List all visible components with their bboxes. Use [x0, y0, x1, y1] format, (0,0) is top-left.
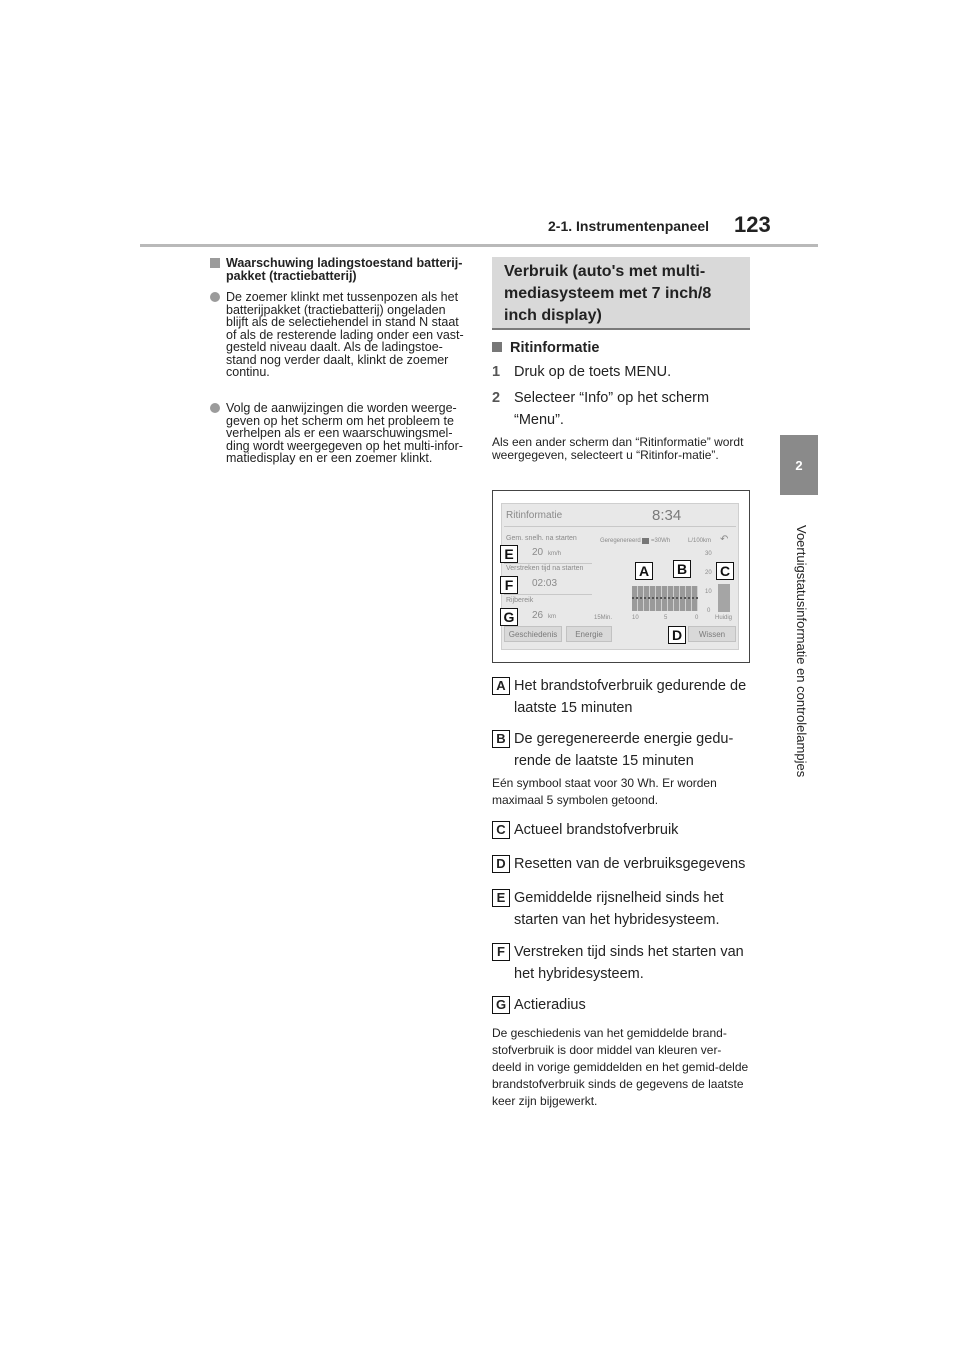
elapsed-label: Verstreken tijd na starten — [506, 565, 584, 572]
y-tick-label: 0 — [707, 608, 711, 614]
warning-heading-text: Waarschuwing ladingstoestand batterij-pakket (tractiebatterij) — [226, 256, 463, 283]
current-consumption-bar — [718, 584, 730, 612]
x-tick-label: 15Min. — [594, 615, 613, 621]
x-tick-label: 10 — [632, 615, 639, 621]
regen-symbol-row — [632, 597, 698, 599]
list-item-text: De zoemer klinkt met tussenpozen als het batterijpakket (tractiebatterij) ongeladen blijft als de selectiehendel in stand N staat of als de resterende lading onder een vast-gesteld niveau daalt. Als de ladingstoe-stand nog verder daalt, klinkt de zoemer continu. — [226, 290, 464, 379]
history-button[interactable]: Geschiedenis — [504, 626, 562, 642]
chapter-tab — [780, 435, 818, 495]
legend-text: Actueel brandstofverbruik — [514, 822, 679, 838]
header-divider — [140, 244, 818, 247]
legend-item — [492, 994, 754, 1016]
x-tick-label: 5 — [664, 615, 668, 621]
note-text: Eén symbool staat voor 30 Wh. Er worden maximaal 5 symbolen getoond. — [492, 776, 717, 807]
step-item — [492, 361, 754, 383]
legend-item — [492, 819, 754, 841]
square-bullet-icon — [210, 257, 220, 271]
legend-text: Verstreken tijd sinds het starten van het hybridesysteem. — [514, 944, 744, 982]
legend-letter: B — [492, 730, 510, 748]
list-item — [210, 402, 468, 465]
callout-label: F — [500, 576, 518, 594]
screen-divider — [504, 526, 736, 527]
x-tick-label: Huidig — [715, 615, 733, 621]
step-text: Druk op de toets MENU. — [514, 364, 672, 380]
page-number: 123 — [734, 212, 771, 237]
round-bullet-icon — [210, 402, 220, 416]
clear-button[interactable]: Wissen — [688, 626, 736, 642]
avg-speed-value: 20 — [532, 547, 544, 558]
range-value: 26 — [532, 610, 544, 621]
legend-item — [492, 887, 754, 931]
step-number: 1 — [492, 364, 501, 380]
callout-label: C — [716, 562, 734, 580]
section-title: 2-1. Instrumentenpaneel — [548, 218, 710, 234]
callout-label: E — [500, 545, 518, 563]
range-unit: km — [548, 614, 556, 620]
legend-text: Het brandstofverbruik gedurende de laatste 15 minuten — [514, 678, 747, 716]
avg-speed-label: Gem. snelh. na starten — [506, 535, 577, 542]
screen-divider — [504, 563, 592, 564]
legend-text: Resetten van de verbruiksgegevens — [514, 856, 746, 872]
note-text: Als een ander scherm dan “Ritinformatie” wordt weergegeven, selecteert u “Ritinfor-matie”. — [492, 435, 744, 462]
callout-label: B — [673, 560, 691, 578]
regen-value: =30Wh — [651, 538, 671, 544]
avg-speed-unit: km/h — [548, 551, 562, 557]
legend-item — [492, 728, 754, 772]
legend-text: Gemiddelde rijsnelheid sinds het starten van het hybridesysteem. — [514, 890, 724, 928]
legend-item — [492, 941, 754, 985]
legend-letter: F — [492, 943, 510, 961]
legend-letter: A — [492, 677, 510, 695]
step-text: Selecteer “Info” op het scherm “Menu”. — [514, 390, 710, 428]
elapsed-value: 02:03 — [532, 578, 558, 589]
subheading-text: Ritinformatie — [510, 340, 600, 356]
legend-letter: D — [492, 855, 510, 873]
regen-label: Geregenereerd — [600, 538, 641, 544]
regen-symbol-icon — [642, 538, 649, 544]
chapter-number: 2 — [795, 457, 803, 473]
return-arrow-icon[interactable]: ↶ — [720, 534, 729, 545]
section-heading-box — [492, 257, 750, 330]
list-item — [210, 291, 468, 379]
subheading — [492, 337, 754, 359]
screen-clock: 8:34 — [652, 507, 682, 524]
legend-item — [492, 853, 754, 875]
legend-item — [492, 675, 754, 719]
x-tick-label: 0 — [695, 615, 699, 621]
warning-heading — [210, 257, 468, 282]
callout-label: A — [635, 562, 653, 580]
legend-text: De geregenereerde energie gedu-rende de laatste 15 minuten — [514, 731, 734, 769]
y-tick-label: 20 — [705, 570, 712, 576]
energy-button[interactable]: Energie — [566, 626, 612, 642]
note-text: De geschiedenis van het gemiddelde brand-stofverbruik is door middel van kleuren ver-deeld in vorige gemiddelden en het gemid-delde brandstofverbruik sinds de gegevens de laatste keer zijn bijgewerkt. — [492, 1026, 749, 1108]
step-number: 2 — [492, 390, 501, 406]
legend-text: Actieradius — [514, 997, 586, 1013]
round-bullet-icon — [210, 291, 220, 305]
legend-letter: E — [492, 889, 510, 907]
legend-letter: C — [492, 821, 510, 839]
consumption-unit: L/100km — [688, 538, 712, 544]
callout-label: G — [500, 608, 518, 626]
screen-title: Ritinformatie — [506, 510, 563, 521]
y-tick-label: 30 — [705, 551, 712, 557]
trip-info-screen — [501, 503, 739, 650]
step-item — [492, 387, 754, 431]
y-tick-label: 10 — [705, 589, 712, 595]
range-label: Rijbereik — [506, 597, 534, 604]
chapter-title: Voertuigstatusinformatie en controlelampjes — [794, 525, 809, 778]
list-item-text: Volg de aanwijzingen die worden weerge-geven op het scherm om het probleem te verhelpen als er een waarschuwingsmel-ding wordt weergegeven op het multi-infor-matiedisplay en er een zoemer klinkt. — [226, 401, 463, 465]
legend-letter: G — [492, 996, 510, 1014]
callout-label: D — [668, 626, 686, 644]
square-bullet-icon — [492, 342, 502, 352]
section-heading-text: Verbruik (auto's met multi-mediasysteem met 7 inch/8 inch display) — [504, 263, 712, 324]
screen-divider — [504, 594, 592, 595]
